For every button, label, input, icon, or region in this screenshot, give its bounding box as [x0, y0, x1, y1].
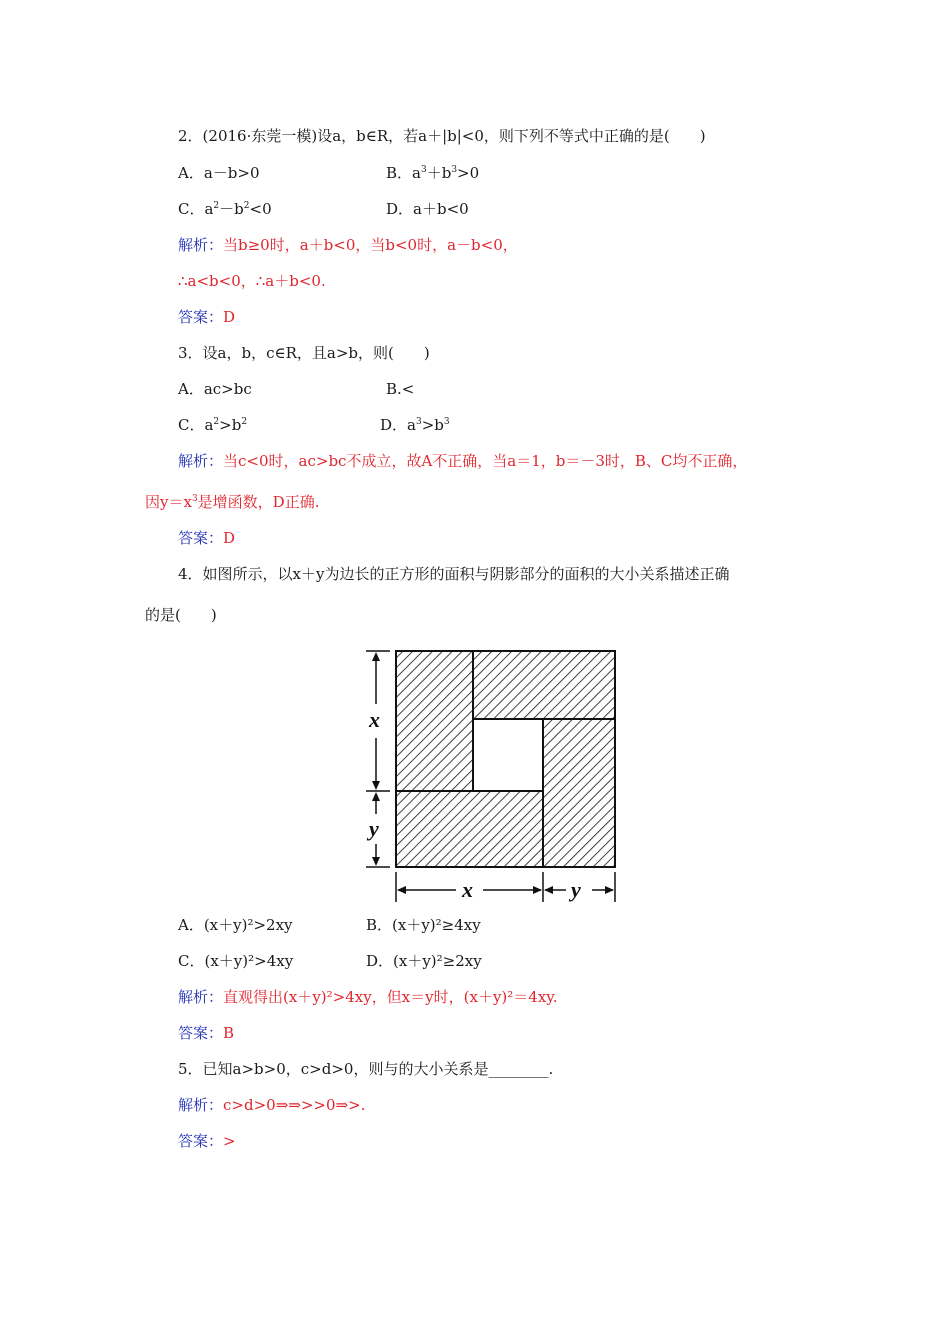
q3-analysis-line-1: 解析：当c<0时，ac>bc不成立，故A不正确，当a＝1，b＝－3时，B、C均不正确， [178, 452, 748, 470]
label-x-left: x [369, 707, 380, 732]
analysis-label: 解析： [178, 236, 224, 254]
q3-stem: 3．设a，b，c∈R，且a>b，则( ) [178, 344, 430, 362]
answer-label: 答案： [178, 308, 224, 326]
label-y-bottom: y [571, 877, 581, 902]
q2-stem: 2．(2016·东莞一模)设a，b∈R，若a＋|b|<0，则下列不等式中正确的是( ) [178, 127, 706, 145]
label-y-left: y [369, 816, 379, 841]
q4-stem-line-2: 的是( ) [145, 606, 217, 624]
q5-analysis: 解析：c>d>0⇒⇒>>0⇒>. [178, 1096, 366, 1114]
q2-analysis-line-1: 解析：当b≥0时，a＋b<0，当b<0时，a－b<0， [178, 236, 518, 254]
q4-option-a: A．(x＋y)²>2xy [178, 916, 293, 934]
q2-option-c: C．$a^2-b^2<0$ [178, 200, 272, 218]
label-x-bottom: x [462, 877, 473, 902]
q5-answer: 答案：> [178, 1132, 236, 1150]
q3-analysis-line-2: 因$y=x^3$是增函数，D正确. [145, 493, 320, 511]
q2-option-a: A．a－b>0 [178, 164, 260, 182]
q3-answer: 答案：D [178, 529, 236, 547]
q5-stem: 5．已知a>b>0，c>d>0，则与的大小关系是________. [178, 1060, 554, 1078]
q2-option-b: B．$a^3+b^3>0$ [386, 164, 480, 182]
q3-option-b: B.< [386, 380, 415, 398]
q4-analysis: 解析：直观得出(x＋y)²>4xy，但x＝y时，(x＋y)²＝4xy. [178, 988, 558, 1006]
q4-option-b: B．(x＋y)²≥4xy [366, 916, 481, 934]
bottom-dimension [396, 872, 615, 902]
q3-option-d: D．$a^3>b^3$ [380, 416, 450, 434]
inner-white-square [473, 719, 543, 791]
q4-option-c: C．(x＋y)²>4xy [178, 952, 294, 970]
square-diagram [360, 644, 620, 906]
q4-stem-line-1: 4．如图所示，以x＋y为边长的正方形的面积与阴影部分的面积的大小关系描述正确 [178, 565, 730, 583]
q3-option-c: C．$a^2>b^2$ [178, 416, 248, 434]
q4-answer: 答案：B [178, 1024, 235, 1042]
q3-option-a: A．ac>bc [178, 380, 252, 398]
q2-answer: 答案：D [178, 308, 236, 326]
q4-option-d: D．(x＋y)²≥2xy [366, 952, 482, 970]
q2-option-d: D．a＋b<0 [386, 200, 469, 218]
q2-analysis-line-2: ∴a<b<0，∴a＋b<0. [178, 272, 326, 290]
